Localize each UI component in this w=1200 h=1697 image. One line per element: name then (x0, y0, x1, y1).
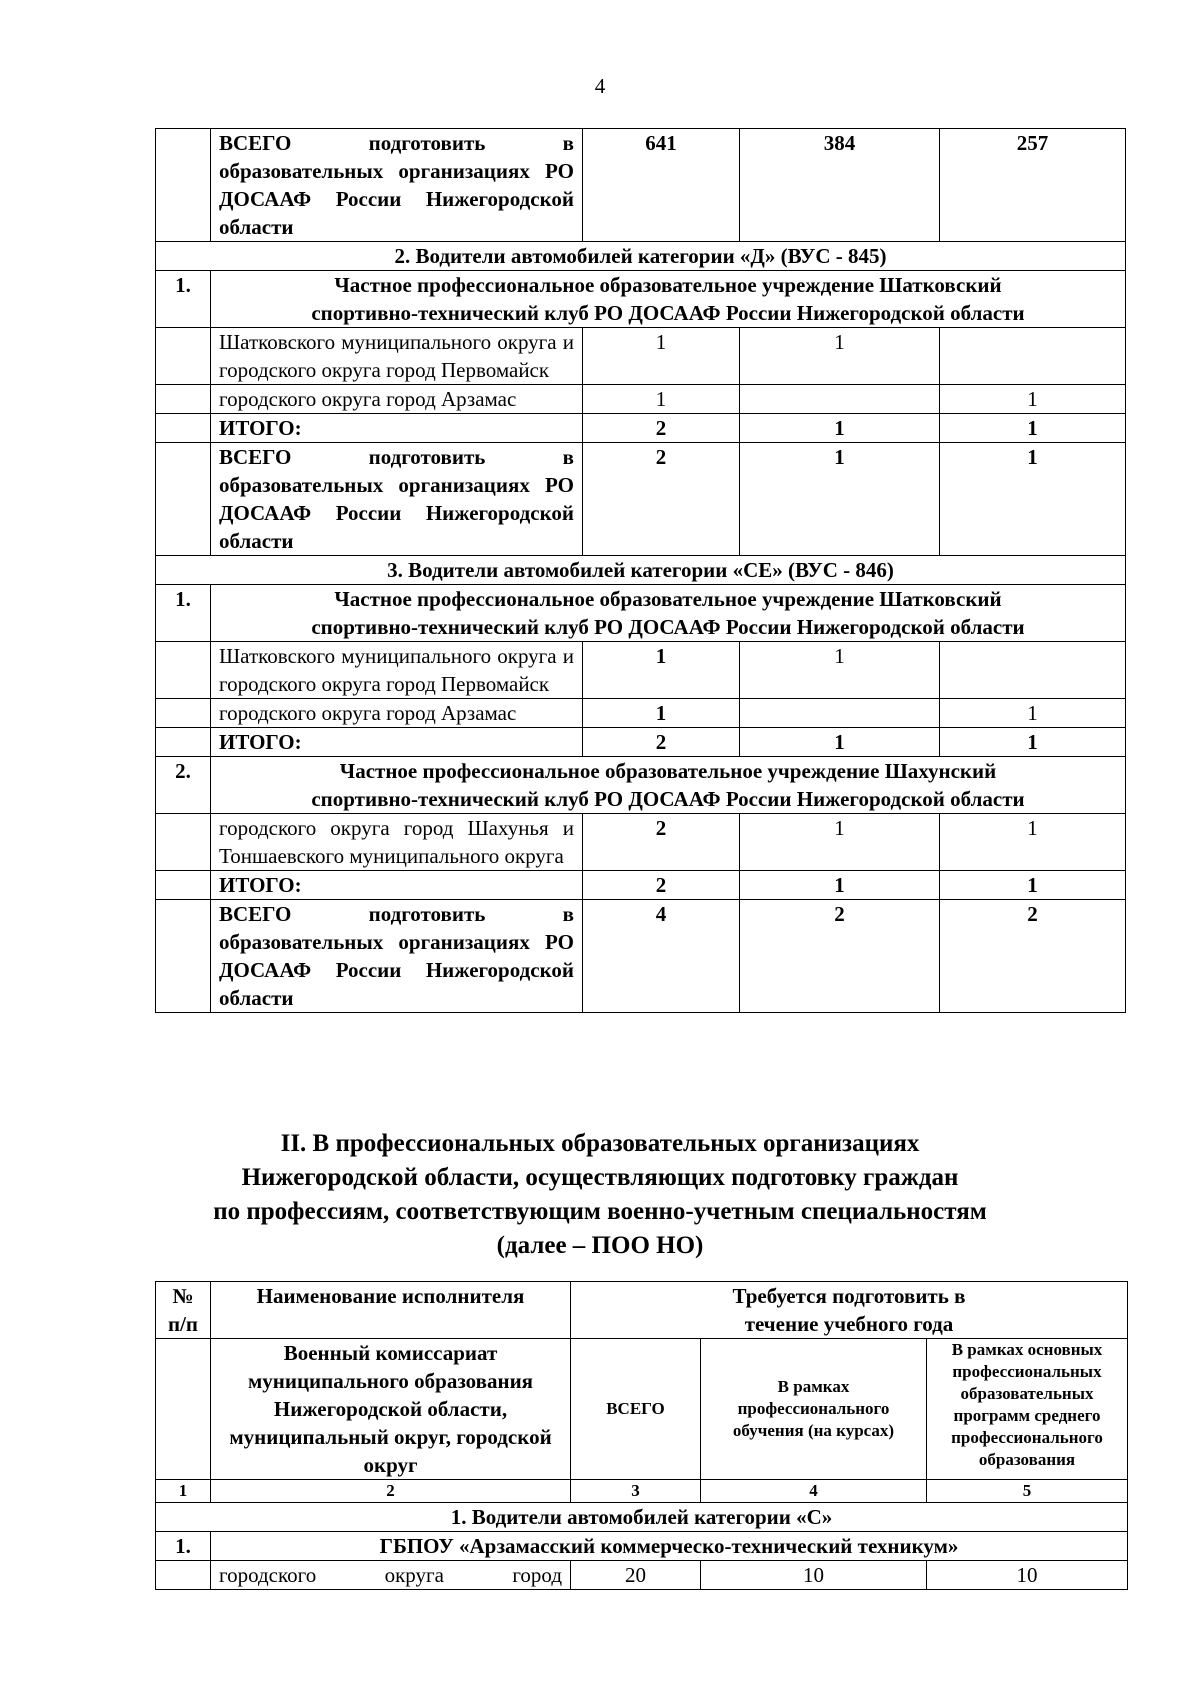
value-all: 20 (571, 1561, 701, 1590)
value-all: 1 (583, 385, 740, 414)
value-programs: 10 (927, 1561, 1128, 1590)
value-all: 1 (583, 699, 740, 728)
table-row (156, 814, 1126, 871)
col-number: 5 (927, 1480, 1128, 1503)
col-number: 2 (211, 1480, 571, 1503)
total-label: ВСЕГО подготовить в образовательных организациях РО ДОСААФ России Нижегородской области (211, 443, 583, 556)
value-courses: 1 (740, 642, 940, 699)
org-name: ГБПОУ «Арзамасский коммерческо-технический техникум» (211, 1532, 1128, 1561)
org-name-line: спортивно-технический клуб РО ДОСААФ России Нижегородской области (311, 787, 1025, 811)
org-row (156, 271, 1126, 328)
total-label: ВСЕГО подготовить в образовательных организациях РО ДОСААФ России Нижегородской области (211, 129, 583, 242)
value-courses (740, 699, 940, 728)
district-label: Шатковского муниципального округа и городского округа город Первомайск (211, 642, 583, 699)
column-number-row (156, 1480, 1128, 1503)
heading-line: II. В профессиональных образовательных организациях (280, 1130, 920, 1157)
org-number: 1. (156, 585, 211, 642)
subtotal-courses: 1 (740, 871, 940, 900)
header-row (156, 1339, 1128, 1480)
total-value-courses: 384 (740, 129, 940, 242)
heading-line: Нижегородской области, осуществляющих подготовку граждан (241, 1164, 959, 1191)
value-all: 2 (583, 814, 740, 871)
header-commissariat: Военный комиссариат муниципального образования Нижегородской области, муниципальный округ, городской округ (211, 1339, 571, 1480)
section-title: 2. Водители автомобилей категории «Д» (ВУС - 845) (156, 242, 1126, 271)
section-title: 3. Водители автомобилей категории «СЕ» (ВУС - 846) (156, 556, 1126, 585)
total-value-all: 641 (583, 129, 740, 242)
table-row-subtotal (156, 871, 1126, 900)
subtotal-courses: 1 (740, 728, 940, 757)
header-row (156, 1282, 1128, 1339)
district-label: городского округа город (211, 1561, 571, 1590)
subtotal-label: ИТОГО: (211, 871, 583, 900)
table-row-total (156, 900, 1126, 1013)
district-label: городского округа город Арзамас (211, 385, 583, 414)
org-row (156, 585, 1126, 642)
section-heading (0, 1127, 1200, 1263)
org-name-line: Частное профессиональное образовательное учреждение Шахунский (339, 759, 997, 783)
org-name-line: спортивно-технический клуб РО ДОСААФ России Нижегородской области (311, 301, 1025, 325)
org-name-line: Частное профессиональное образовательное учреждение Шатковский (334, 587, 1002, 611)
table-row-total (156, 129, 1126, 242)
header-programs: В рамках основных профессиональных образовательных программ среднего профессионального образования (927, 1339, 1128, 1480)
table-row-subtotal (156, 728, 1126, 757)
value-all: 1 (583, 642, 740, 699)
value-programs: 1 (940, 699, 1126, 728)
total-value-programs: 2 (940, 900, 1126, 1013)
subtotal-label: ИТОГО: (211, 728, 583, 757)
table-row-subtotal (156, 414, 1126, 443)
org-name-line: спортивно-технический клуб РО ДОСААФ России Нижегородской области (311, 615, 1025, 639)
org-number: 1. (156, 1532, 211, 1561)
total-value-programs: 1 (940, 443, 1126, 556)
subtotal-courses: 1 (740, 414, 940, 443)
section-title-row (156, 1503, 1128, 1532)
header-executor: Наименование исполнителя (211, 1282, 571, 1339)
subtotal-all: 2 (583, 871, 740, 900)
subtotal-programs: 1 (940, 871, 1126, 900)
org-name-line: Частное профессиональное образовательное учреждение Шатковский (334, 273, 1002, 297)
header-required: Требуется подготовить в течение учебного года (571, 1282, 1128, 1339)
heading-line: (далее – ПОО НО) (496, 1232, 704, 1259)
value-programs (940, 328, 1126, 385)
section-title-row (156, 242, 1126, 271)
total-value-all: 2 (583, 443, 740, 556)
org-number: 2. (156, 757, 211, 814)
table-row (156, 642, 1126, 699)
header-num: № п/п (156, 1282, 211, 1339)
col-number: 1 (156, 1480, 211, 1503)
total-value-all: 4 (583, 900, 740, 1013)
subtotal-all: 2 (583, 728, 740, 757)
district-label: городского округа город Шахунья и Тоншаевского муниципального округа (211, 814, 583, 871)
header-total: ВСЕГО (571, 1339, 701, 1480)
org-name (211, 585, 1126, 642)
org-row (156, 757, 1126, 814)
col-number: 3 (571, 1480, 701, 1503)
district-label: Шатковского муниципального округа и городского округа город Первомайск (211, 328, 583, 385)
value-programs (940, 642, 1126, 699)
district-label: городского округа город Арзамас (211, 699, 583, 728)
value-programs: 1 (940, 814, 1126, 871)
subtotal-programs: 1 (940, 414, 1126, 443)
section-title-row (156, 556, 1126, 585)
table-row (156, 1561, 1128, 1590)
table-row-total (156, 443, 1126, 556)
subtotal-programs: 1 (940, 728, 1126, 757)
value-courses: 10 (701, 1561, 927, 1590)
org-name (211, 757, 1126, 814)
value-all: 1 (583, 328, 740, 385)
allocation-table-continued (155, 128, 1126, 1013)
org-row (156, 1532, 1128, 1561)
table-row (156, 328, 1126, 385)
heading-line: по профессиям, соответствующим военно-учетным специальностям (213, 1198, 987, 1225)
value-courses: 1 (740, 814, 940, 871)
col-number: 4 (701, 1480, 927, 1503)
subtotal-label: ИТОГО: (211, 414, 583, 443)
value-courses: 1 (740, 328, 940, 385)
value-programs: 1 (940, 385, 1126, 414)
poo-allocation-table (155, 1281, 1128, 1590)
org-name (211, 271, 1126, 328)
section-title: 1. Водители автомобилей категории «С» (156, 1503, 1128, 1532)
total-value-courses: 1 (740, 443, 940, 556)
org-number: 1. (156, 271, 211, 328)
value-courses (740, 385, 940, 414)
header-courses: В рамках профессионального обучения (на курсах) (701, 1339, 927, 1480)
page-number: 4 (594, 74, 606, 98)
table-row (156, 699, 1126, 728)
table-row (156, 385, 1126, 414)
subtotal-all: 2 (583, 414, 740, 443)
total-value-courses: 2 (740, 900, 940, 1013)
total-value-programs: 257 (940, 129, 1126, 242)
total-label: ВСЕГО подготовить в образовательных организациях РО ДОСААФ России Нижегородской области (211, 900, 583, 1013)
